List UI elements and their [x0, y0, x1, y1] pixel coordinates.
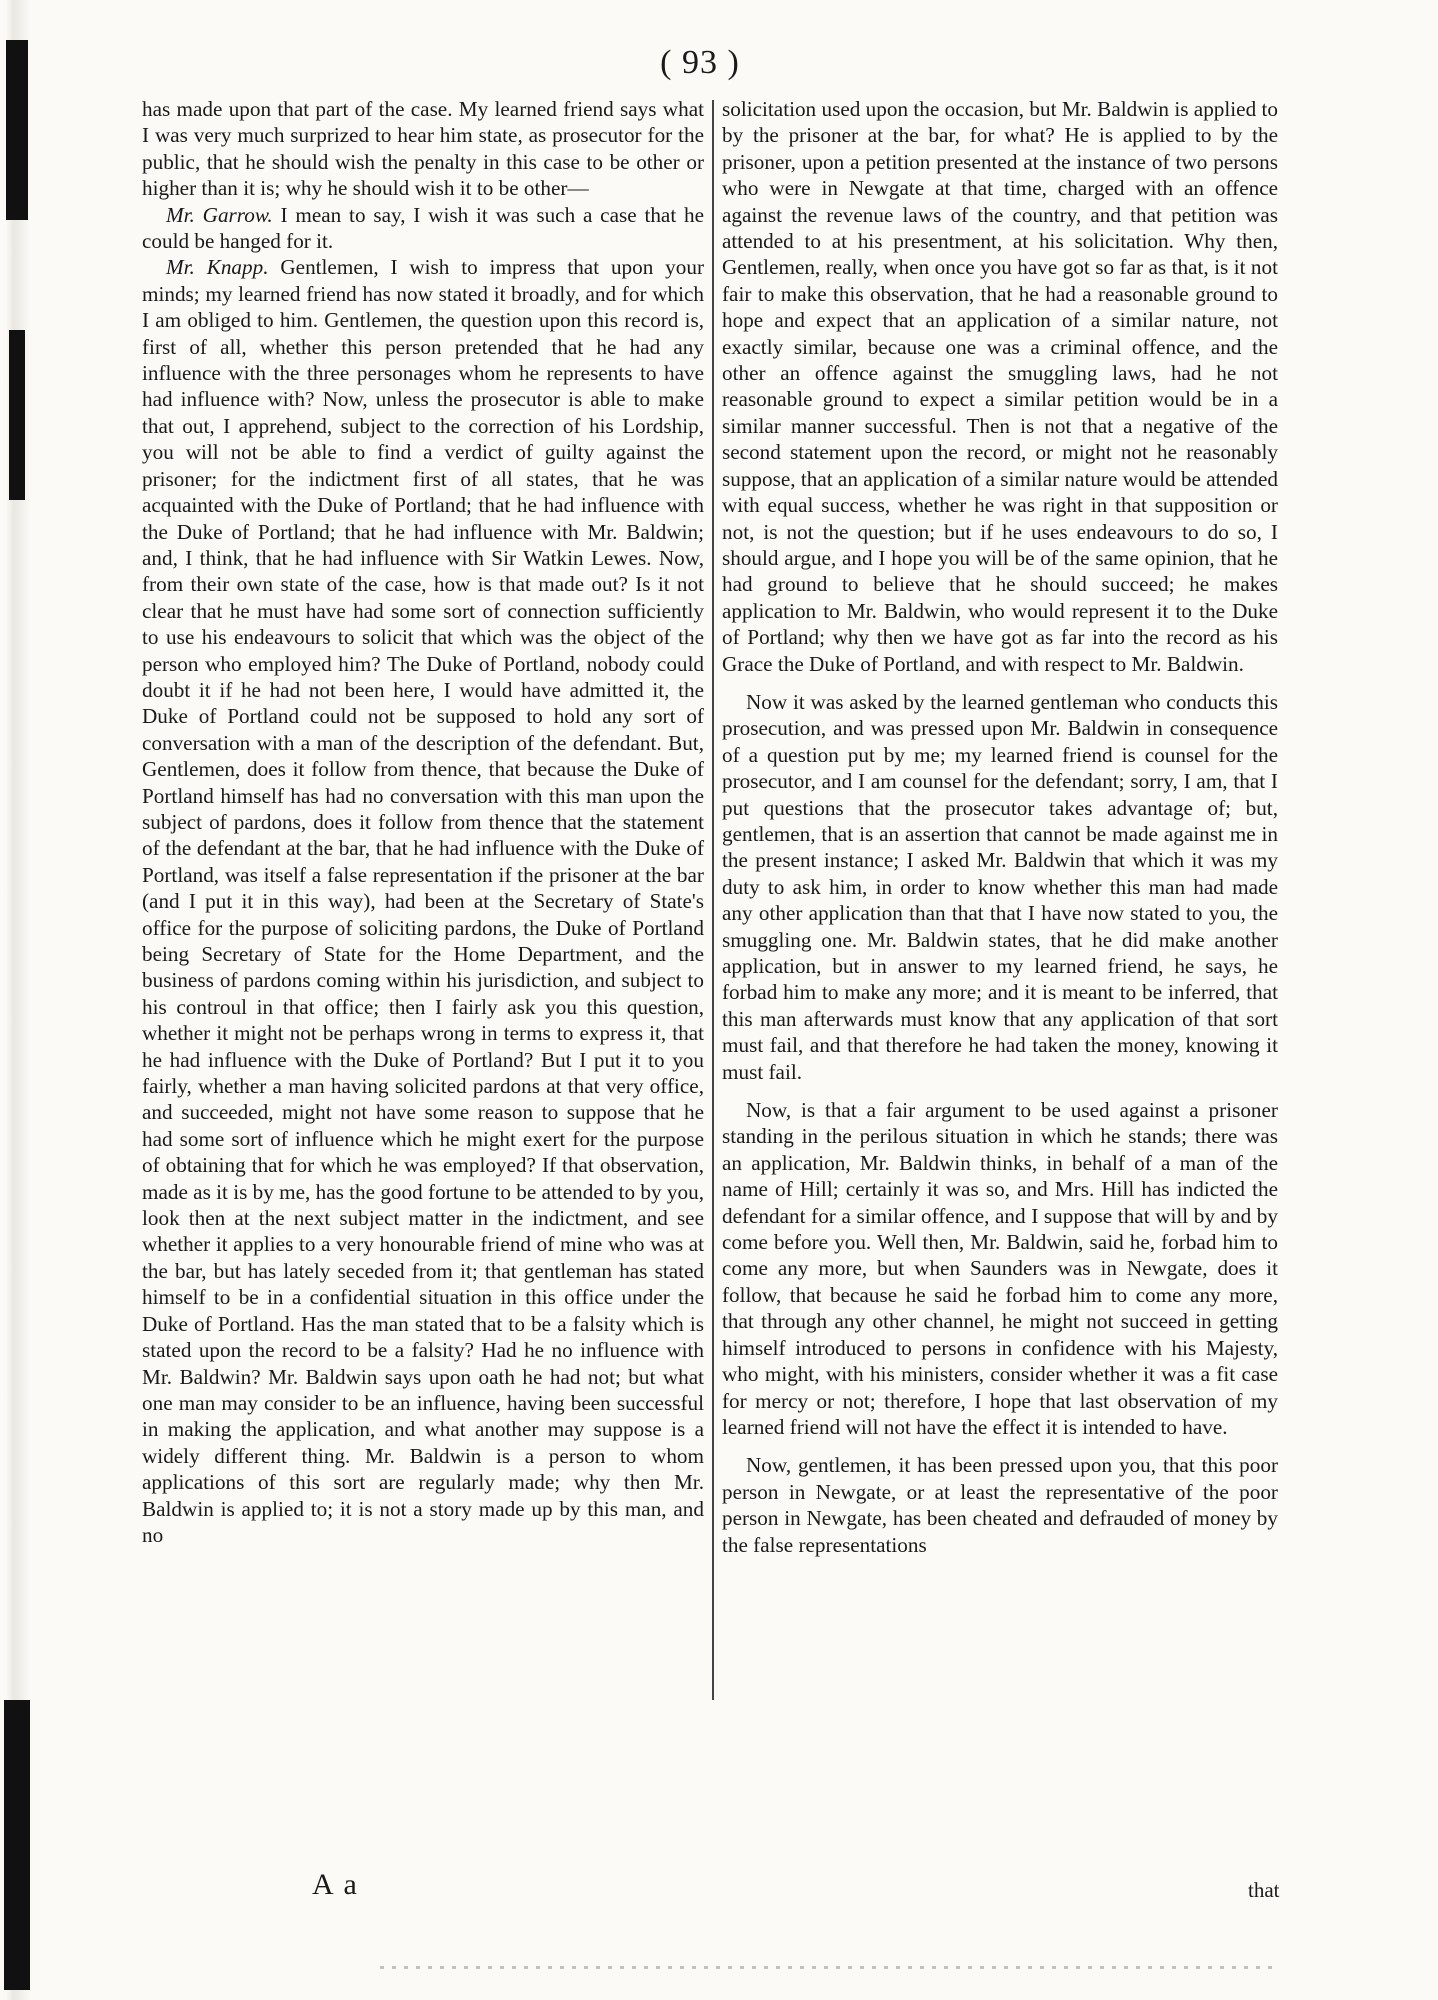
bottom-print-smudge [380, 1966, 1280, 1969]
left-column [142, 96, 704, 1548]
right-column [722, 96, 1278, 1558]
speech-paragraph [142, 254, 704, 1548]
speech-paragraph [142, 202, 704, 255]
paragraph: Now, gentlemen, it has been pressed upon you, that this poor person in Newgate, or at least the representative of the poor person in Newgate, has been cheated and defrauded of money by the false representations [722, 1453, 1278, 1557]
paragraph: Now it was asked by the learned gentleman who conducts this prosecution, and was pressed upon Mr. Baldwin in consequence of a question put by me; my learned friend is counsel for the prosecutor, and I am counsel for the defendant; sorry, I am, that I put questions that the prosecutor takes advantage of; but, gentlemen, that is an assertion that cannot be made against me in the present instance; I asked Mr. Baldwin that which it was my duty to ask him, in order to know whether this man had made any other application than that that I have now stated to you, the smuggling one. Mr. Baldwin states, that he did make another application, but in answer to my learned friend, he says, he forbad him to make any more; and it is meant to be inferred, that this man afterwards must know that any application of that sort must fail, and that therefore he had taken the money, knowing it must fail. [722, 689, 1278, 1084]
page-number: ( 93 ) [660, 44, 740, 81]
signature-mark: A a [312, 1868, 359, 1901]
paragraph: has made upon that part of the case. My learned friend says what I was very much surprized to hear him state, as prosecutor for the public, that he should wish the penalty in this case to be other or higher than it is; why he should wish it to be other— [142, 97, 704, 201]
paragraph: Now, is that a fair argument to be used against a prisoner standing in the perilous situation in which he stands; there was an application, Mr. Baldwin thinks, in behalf of a man of the name of Hill; certainly it was so, and Mrs. Hill has indicted the defendant for a similar offence, and I suppose that will by and by come before you. Well then, Mr. Baldwin, said he, forbad him to come any more, but when Saunders was in Newgate, does it follow, that because he said he forbad him to come any more, that through any other channel, he might not succeed in getting himself introduced to persons in confidence with his Majesty, who might, with his ministers, consider whether it was a fit case for mercy or not; therefore, I hope that last observation of my learned friend will not have the effect it is intended to have. [722, 1098, 1278, 1439]
binding-mark-upper [9, 330, 25, 500]
speaker-name: Mr. Knapp. [166, 255, 269, 280]
speaker-name: Mr. Garrow. [166, 202, 273, 227]
binding-mark-top [6, 40, 28, 220]
paragraph: solicitation used upon the occasion, but Mr. Baldwin is applied to by the prisoner at the bar, for what? He is applied to by the prisoner, upon a petition presented at the instance of two persons who were in Newgate at that time, charged with an offence against the revenue laws of the country, and that petition was attended to at his presentment, at his solicitation. Why then, Gentlemen, really, when once you have got so far as that, is it not fair to make this observation, that he had a reasonable ground to hope and expect that an application of a similar nature, not exactly similar, because one was a criminal offence, and the other an offence against the smuggling laws, had he not reasonable ground to expect a similar petition would be in a similar manner successful. Then is not that a negative of the second statement upon the record, or might not he reasonably suppose, that an application of a similar nature would be attended with equal success, whether he was right in that supposition or not, is not the question; but if he uses endeavours to do so, I should argue, and I hope you will be of the same opinion, that he had ground to believe that he should succeed; he makes application to Mr. Baldwin, who would represent it to the Duke of Portland; why then we have got as far into the record as his Grace the Duke of Portland, and with respect to Mr. Baldwin. [722, 97, 1279, 676]
book-spine-shadow [0, 0, 40, 2000]
catchword: that [1248, 1878, 1280, 1902]
speech-text: I mean to say, I wish it was such a case that he could be hanged for it. [142, 202, 705, 254]
speech-text: Gentlemen, I wish to impress that upon your minds; my learned friend has now stated it broadly, and for which I am obliged to him. Gentlemen, the question upon this record is, first of all, whether this person pretended that he had any influence with the three personages whom he represents to have had influence with? Now, unless the prosecutor is able to make that out, I apprehend, subject to the correction of his Lordship, you will not be able to find a verdict of guilty against the prisoner; for the indictment first of all states, that he was acquainted with the Duke of Portland; that he had influence with the Duke of Portland; that he had influence with Mr. Baldwin; and, I think, that he had influence with Sir Watkin Lewes. Now, from their own state of the case, how is that made out? Is it not clear that he must have had some sort of connection sufficiently to use his endeavours to solicit that which was the object of the person who employed him? The Duke of Portland, nobody could doubt it if he had not been here, I would have admitted it, the Duke of Portland could not be supposed to hold any sort of conversation with a man of the description of the defendant. But, Gentlemen, does it follow from thence, that because the Duke of Portland himself has had no conversation with this man upon the subject of pardons, does it follow from thence that the statement of the defendant at the bar, that he had influence with the Duke of Portland, was itself a false representation if the prisoner at the bar (and I put it in this way), had been at the Secretary of State's office for the purpose of soliciting pardons, the Duke of Portland being Secretary of State for the Home Department, and the business of pardons coming within his jurisdiction, and subject to his controul in that office; then I fairly ask you this question, whether it might not be perhaps wrong in terms to express it, that he had influence with the Duke of Portland? But I put it to you fairly, whether a man having solicited pardons at that very office, and succeeded, might not have some reason to suppose that he had some sort of influence which he might exert for the purpose of obtaining that for which he was employed? If that observation, made as it is by me, has the good fortune to be attended to by you, look then at the next subject matter in the indictment, and see whether it applies to a very honourable friend of mine who was at the bar, but has lately seceded from it; that gentleman has stated himself to be in a confidential situation in this office under the Duke of Portland. Has the man stated that to be a falsity which is stated upon the record to be a falsity? Had he no influence with Mr. Baldwin? Mr. Baldwin says upon oath he had not; but what one man may consider to be an influence, having been successful in making the application, and what another may suppose is a widely different thing. Mr. Baldwin is a person to whom applications of this sort are regularly made; why then Mr. Baldwin is applied to; it is not a story made up by this man, and no [142, 255, 704, 1547]
binding-mark-bottom [4, 1700, 30, 1990]
column-divider [712, 100, 714, 1700]
